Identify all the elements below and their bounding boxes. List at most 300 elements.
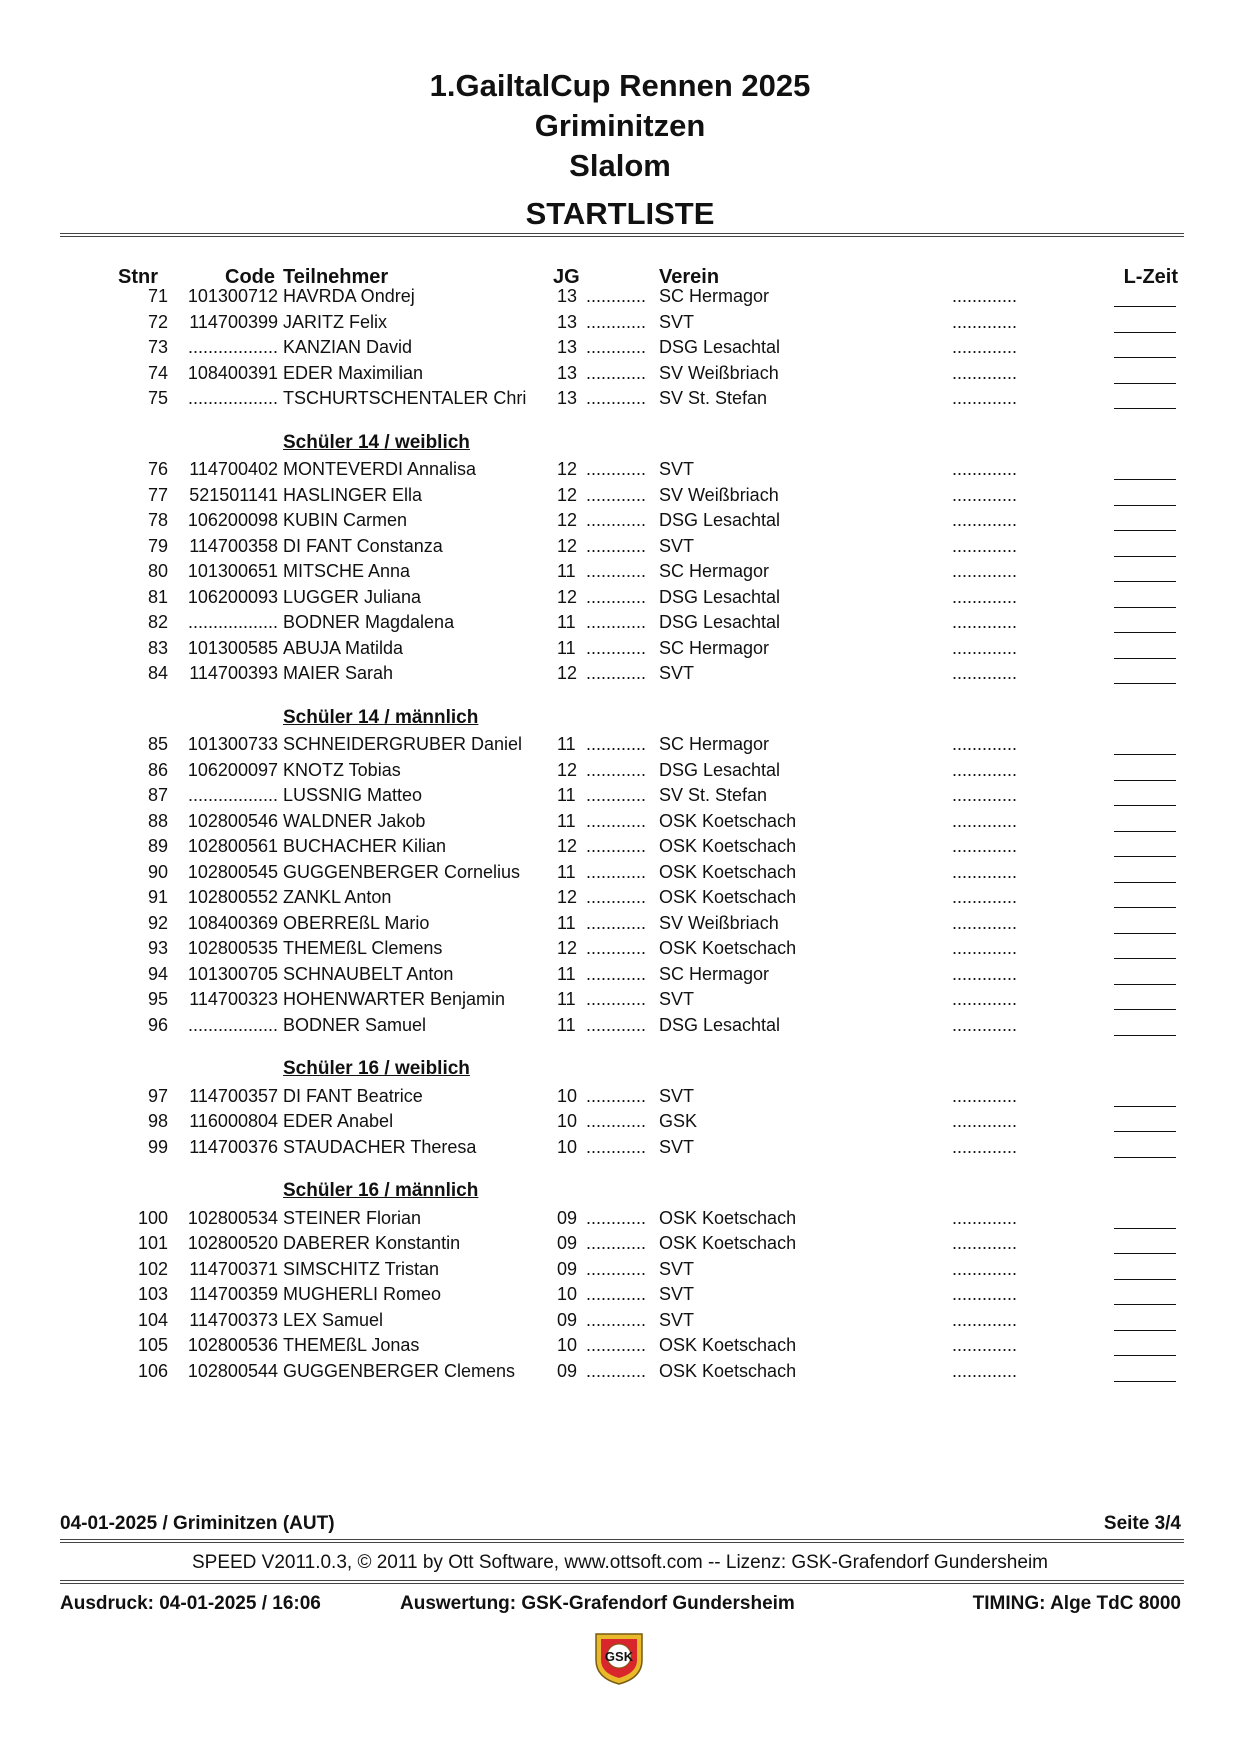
birth-year: 09 [557,1233,578,1253]
athlete-code: 114700373 [189,1309,278,1330]
athlete-name: MUGHERLI Romeo [283,1284,442,1304]
birth-year: 11 [557,912,576,933]
birth-year: 12 [557,535,578,556]
time-line [1114,836,1176,857]
birth-year: 11 [557,612,576,632]
time-line [1114,811,1176,832]
dot-leader: ............ [586,912,647,933]
time-line [1114,1233,1176,1254]
section-title: Schüler 14 / weiblich [283,431,470,453]
birth-year: 11 [557,989,576,1009]
start-number: 103 [137,1284,168,1304]
dot-leader: ............. [952,663,1018,683]
dot-leader: ............ [586,362,647,383]
dot-leader: ............. [952,938,1018,958]
athlete-code: 114700399 [189,311,278,332]
table-row [0,363,1240,389]
dot-leader: ............ [586,887,647,907]
dot-leader: ............. [952,861,1018,882]
table-row [0,1284,1240,1310]
dot-leader: ............ [586,810,647,831]
athlete-name: HAVRDA Ondrej [283,286,415,306]
start-number: 71 [147,286,168,306]
athlete-name: THEMEßL Jonas [283,1335,420,1355]
start-number: 72 [147,311,168,332]
time-line [1114,1361,1176,1382]
birth-year: 10 [557,1085,578,1106]
athlete-name: LUGGER Juliana [283,586,422,607]
dot-leader: ............. [952,1085,1018,1106]
dot-leader: ............. [952,362,1018,383]
dot-leader: ............. [952,484,1018,505]
start-number: 77 [147,484,168,505]
document-type: STARTLISTE [525,196,715,231]
time-line [1114,286,1176,307]
birth-year: 12 [557,459,578,479]
section-title: Schüler 16 / weiblich [283,1058,470,1079]
time-line [1114,964,1176,985]
dot-leader: ............ [586,311,647,332]
dot-leader: ............. [952,963,1018,984]
birth-year: 12 [557,484,578,505]
table-row [0,1015,1240,1041]
birth-year: 09 [557,1309,578,1330]
dot-leader: ............ [586,286,647,306]
start-number: 84 [147,663,168,683]
club-name: GSK [659,1111,698,1131]
time-line [1114,561,1176,582]
time-line [1114,938,1176,959]
club-name: DSG Lesachtal [659,759,781,780]
club-name: DSG Lesachtal [659,510,781,530]
birth-year: 11 [557,785,576,805]
athlete-name: DI FANT Beatrice [283,1085,423,1106]
table-row [0,612,1240,638]
dot-leader: ............ [586,388,647,408]
athlete-name: STEINER Florian [283,1207,422,1228]
dot-leader: ............. [952,1014,1018,1035]
time-line [1114,862,1176,883]
dot-leader: ............ [586,1136,647,1157]
dot-leader: ............. [952,887,1018,907]
time-line [1114,536,1176,557]
start-number: 92 [147,912,168,933]
athlete-name: LUSSNIG Matteo [283,785,423,805]
table-row [0,913,1240,939]
club-name: SVT [659,1136,695,1157]
dot-leader: ............. [952,1207,1018,1228]
club-name: SVT [659,459,695,479]
athlete-code: .................. [187,785,278,805]
footer-page: Seite 3/4 [1103,1513,1181,1534]
start-number: 76 [147,459,168,479]
club-name: SV St. Stefan [659,388,768,408]
club-name: SVT [659,1309,695,1330]
dot-leader: ............ [586,1284,647,1304]
athlete-code: 102800520 [187,1233,278,1253]
club-name: OSK Koetschach [659,810,797,831]
dot-leader: ............ [586,734,647,754]
athlete-name: HASLINGER Ella [283,484,423,505]
club-name: OSK Koetschach [659,938,797,958]
dot-leader: ............. [952,388,1018,408]
dot-leader: ............. [952,810,1018,831]
club-name: SVT [659,311,695,332]
start-number: 87 [147,785,168,805]
table-row [0,638,1240,664]
club-name: OSK Koetschach [659,1207,797,1228]
time-line [1114,312,1176,333]
dot-leader: ............ [586,561,647,581]
athlete-name: OBERREßL Mario [283,912,430,933]
start-number: 102 [137,1258,168,1279]
dot-leader: ............. [952,1309,1018,1330]
start-number: 79 [147,535,168,556]
start-number: 94 [147,963,168,984]
athlete-code: 101300733 [187,734,278,754]
dot-leader: ............. [952,459,1018,479]
table-row [0,1259,1240,1285]
dot-leader: ............ [586,459,647,479]
col-code: Code [225,266,275,288]
time-line [1114,1086,1176,1107]
birth-year: 12 [557,887,578,907]
dot-leader: ............. [952,836,1018,856]
table-row [0,561,1240,587]
athlete-name: LEX Samuel [283,1309,384,1330]
club-name: DSG Lesachtal [659,586,781,607]
time-line [1114,989,1176,1010]
birth-year: 09 [557,1258,578,1279]
start-number: 106 [137,1360,168,1381]
footer-evaluation: Auswertung: GSK-Grafendorf Gundersheim [400,1593,795,1614]
athlete-code: 116000804 [189,1111,278,1131]
dot-leader: ............. [952,286,1018,306]
dot-leader: ............. [952,1233,1018,1253]
athlete-code: 106200098 [187,510,278,530]
table-row [0,1335,1240,1361]
athlete-name: BODNER Samuel [283,1014,427,1035]
athlete-name: EDER Maximilian [283,362,424,383]
table-row [0,312,1240,338]
footer-printed: Ausdruck: 04-01-2025 / 16:06 [60,1593,321,1614]
time-line [1114,612,1176,633]
athlete-name: SIMSCHITZ Tristan [283,1258,440,1279]
col-jg: JG [553,266,580,288]
start-number: 100 [137,1207,168,1228]
athlete-code: 102800535 [187,938,278,958]
athlete-code: 101300705 [187,963,278,984]
col-lzeit: L-Zeit [1123,266,1178,288]
athlete-code: 102800561 [187,836,278,856]
gsk-logo-icon [590,1630,648,1686]
club-name: OSK Koetschach [659,887,797,907]
table-row [0,938,1240,964]
time-line [1114,363,1176,384]
club-name: OSK Koetschach [659,1233,797,1253]
footer-timing: TIMING: Alge TdC 8000 [972,1593,1181,1614]
athlete-name: BODNER Magdalena [283,612,455,632]
birth-year: 11 [557,861,576,882]
athlete-code: 114700359 [189,1284,278,1304]
start-number: 73 [147,337,168,357]
athlete-code: 114700323 [189,989,278,1009]
athlete-code: 102800534 [187,1207,278,1228]
time-line [1114,785,1176,806]
col-stnr: Stnr [118,266,158,288]
time-line [1114,1111,1176,1132]
table-row [0,1086,1240,1112]
table-row [0,785,1240,811]
time-line [1114,1137,1176,1158]
athlete-code: .................. [187,1014,278,1035]
dot-leader: ............ [586,836,647,856]
dot-leader: ............ [586,1014,647,1035]
time-line [1114,1310,1176,1331]
athlete-code: .................. [187,388,278,408]
table-row [0,1233,1240,1259]
dot-leader: ............. [952,785,1018,805]
athlete-code: .................. [187,337,278,357]
club-name: SC Hermagor [659,286,770,306]
birth-year: 13 [557,286,578,306]
athlete-code: 114700357 [189,1085,278,1106]
dot-leader: ............. [952,1360,1018,1381]
birth-year: 10 [557,1284,578,1304]
dot-leader: ............. [952,1335,1018,1355]
club-name: SC Hermagor [659,637,770,658]
athlete-code: 114700371 [189,1258,278,1279]
athlete-name: SCHNEIDERGRUBER Daniel [283,734,523,754]
club-name: SC Hermagor [659,734,770,754]
athlete-name: ABUJA Matilda [283,637,404,658]
athlete-code: 114700393 [189,663,278,683]
club-name: OSK Koetschach [659,1360,797,1381]
table-row [0,862,1240,888]
athlete-name: SCHNAUBELT Anton [283,963,454,984]
dot-leader: ............. [952,759,1018,780]
event-location: Griminitzen [534,108,706,143]
col-name: Teilnehmer [283,266,389,288]
dot-leader: ............ [586,1207,647,1228]
athlete-name: DABERER Konstantin [283,1233,461,1253]
dot-leader: ............ [586,963,647,984]
dot-leader: ............. [952,1284,1018,1304]
dot-leader: ............ [586,510,647,530]
birth-year: 12 [557,510,578,530]
athlete-code: .................. [187,612,278,632]
birth-year: 11 [557,810,576,831]
birth-year: 13 [557,337,578,357]
athlete-code: 101300712 [187,286,278,306]
club-name: DSG Lesachtal [659,337,781,357]
athlete-name: BUCHACHER Kilian [283,836,447,856]
dot-leader: ............. [952,734,1018,754]
section-title: Schüler 16 / männlich [283,1180,479,1201]
athlete-name: EDER Anabel [283,1111,394,1131]
club-name: SVT [659,1284,695,1304]
athlete-name: TSCHURTSCHENTALER Chri [283,388,527,408]
dot-leader: ............ [586,586,647,607]
athlete-name: DI FANT Constanza [283,535,443,556]
start-number: 75 [147,388,168,408]
time-line [1114,510,1176,531]
time-line [1114,1015,1176,1036]
athlete-name: ZANKL Anton [283,887,392,907]
birth-year: 13 [557,362,578,383]
club-name: SVT [659,663,695,683]
dot-leader: ............ [586,612,647,632]
dot-leader: ............ [586,1258,647,1279]
dot-leader: ............ [586,1335,647,1355]
dot-leader: ............ [586,637,647,658]
dot-leader: ............ [586,1085,647,1106]
time-line [1114,913,1176,934]
svg-text:GSK: GSK [604,1649,634,1664]
athlete-name: GUGGENBERGER Cornelius [283,861,521,882]
table-row [0,536,1240,562]
time-line [1114,734,1176,755]
athlete-code: 102800544 [187,1360,278,1381]
birth-year: 13 [557,388,578,408]
start-number: 105 [137,1335,168,1355]
athlete-name: KANZIAN David [283,337,413,357]
birth-year: 12 [557,836,578,856]
table-row [0,286,1240,312]
table-row [0,337,1240,363]
table-row [0,964,1240,990]
birth-year: 10 [557,1136,578,1157]
table-row [0,459,1240,485]
table-row [0,734,1240,760]
time-line [1114,638,1176,659]
time-line [1114,663,1176,684]
dot-leader: ............ [586,1111,647,1131]
club-name: SVT [659,1085,695,1106]
birth-year: 10 [557,1111,578,1131]
start-number: 93 [147,938,168,958]
dot-leader: ............. [952,1136,1018,1157]
dot-leader: ............ [586,1360,647,1381]
club-name: DSG Lesachtal [659,612,781,632]
dot-leader: ............. [952,586,1018,607]
table-row [0,760,1240,786]
start-number: 97 [147,1085,168,1106]
birth-year: 11 [557,561,576,581]
table-row [0,887,1240,913]
birth-year: 12 [557,663,578,683]
club-name: SVT [659,1258,695,1279]
athlete-code: 102800546 [187,810,278,831]
start-number: 86 [147,759,168,780]
time-line [1114,337,1176,358]
start-number: 82 [147,612,168,632]
time-line [1114,459,1176,480]
dot-leader: ............. [952,535,1018,556]
dot-leader: ............. [952,637,1018,658]
table-row [0,811,1240,837]
start-number: 91 [147,887,168,907]
club-name: SV Weißbriach [659,362,779,383]
club-name: OSK Koetschach [659,836,797,856]
birth-year: 11 [557,734,576,754]
dot-leader: ............ [586,1233,647,1253]
time-line [1114,760,1176,781]
start-number: 74 [147,362,168,383]
start-number: 81 [147,586,168,607]
event-title: 1.GailtalCup Rennen 2025 [429,68,811,103]
time-line [1114,587,1176,608]
athlete-code: 102800552 [187,887,278,907]
dot-leader: ............ [586,759,647,780]
athlete-name: WALDNER Jakob [283,810,426,831]
table-row [0,388,1240,414]
start-number: 90 [147,861,168,882]
dot-leader: ............ [586,337,647,357]
dot-leader: ............ [586,785,647,805]
birth-year: 10 [557,1335,578,1355]
athlete-code: 102800545 [187,861,278,882]
time-line [1114,1335,1176,1356]
table-row [0,485,1240,511]
dot-leader: ............ [586,938,647,958]
club-name: SV Weißbriach [659,912,779,933]
footer-software: SPEED V2011.0.3, © 2011 by Ott Software, www.ottsoft.com -- Lizenz: GSK-Grafendorf Gundersheim [191,1552,1048,1573]
club-name: DSG Lesachtal [659,1014,781,1035]
footer-rule-top [60,1539,1184,1543]
dot-leader: ............ [586,989,647,1009]
athlete-code: 102800536 [187,1335,278,1355]
club-name: OSK Koetschach [659,861,797,882]
dot-leader: ............. [952,337,1018,357]
table-row [0,1208,1240,1234]
col-club: Verein [659,266,720,288]
time-line [1114,388,1176,409]
table-row [0,1111,1240,1137]
start-number: 99 [147,1136,168,1157]
athlete-name: MITSCHE Anna [283,561,411,581]
athlete-name: GUGGENBERGER Clemens [283,1360,516,1381]
club-name: SVT [659,535,695,556]
dot-leader: ............ [586,535,647,556]
start-number: 104 [137,1309,168,1330]
start-number: 83 [147,637,168,658]
birth-year: 11 [557,1014,576,1035]
dot-leader: ............. [952,510,1018,530]
club-name: SV St. Stefan [659,785,768,805]
athlete-code: 101300585 [187,637,278,658]
start-number: 98 [147,1111,168,1131]
dot-leader: ............. [952,989,1018,1009]
dot-leader: ............ [586,663,647,683]
table-row [0,510,1240,536]
section-title: Schüler 14 / männlich [283,706,479,728]
dot-leader: ............. [952,311,1018,332]
start-number: 88 [147,810,168,831]
dot-leader: ............. [952,1111,1018,1131]
athlete-name: HOHENWARTER Benjamin [283,989,506,1009]
dot-leader: ............. [952,912,1018,933]
event-discipline: Slalom [569,148,671,183]
athlete-code: 108400391 [187,362,278,383]
athlete-code: 114700376 [189,1136,278,1157]
table-row [0,1310,1240,1336]
birth-year: 11 [557,637,576,658]
footer-date-place: 04-01-2025 / Griminitzen (AUT) [60,1513,335,1534]
birth-year: 13 [557,311,578,332]
athlete-name: MONTEVERDI Annalisa [283,459,477,479]
start-number: 101 [137,1233,168,1253]
